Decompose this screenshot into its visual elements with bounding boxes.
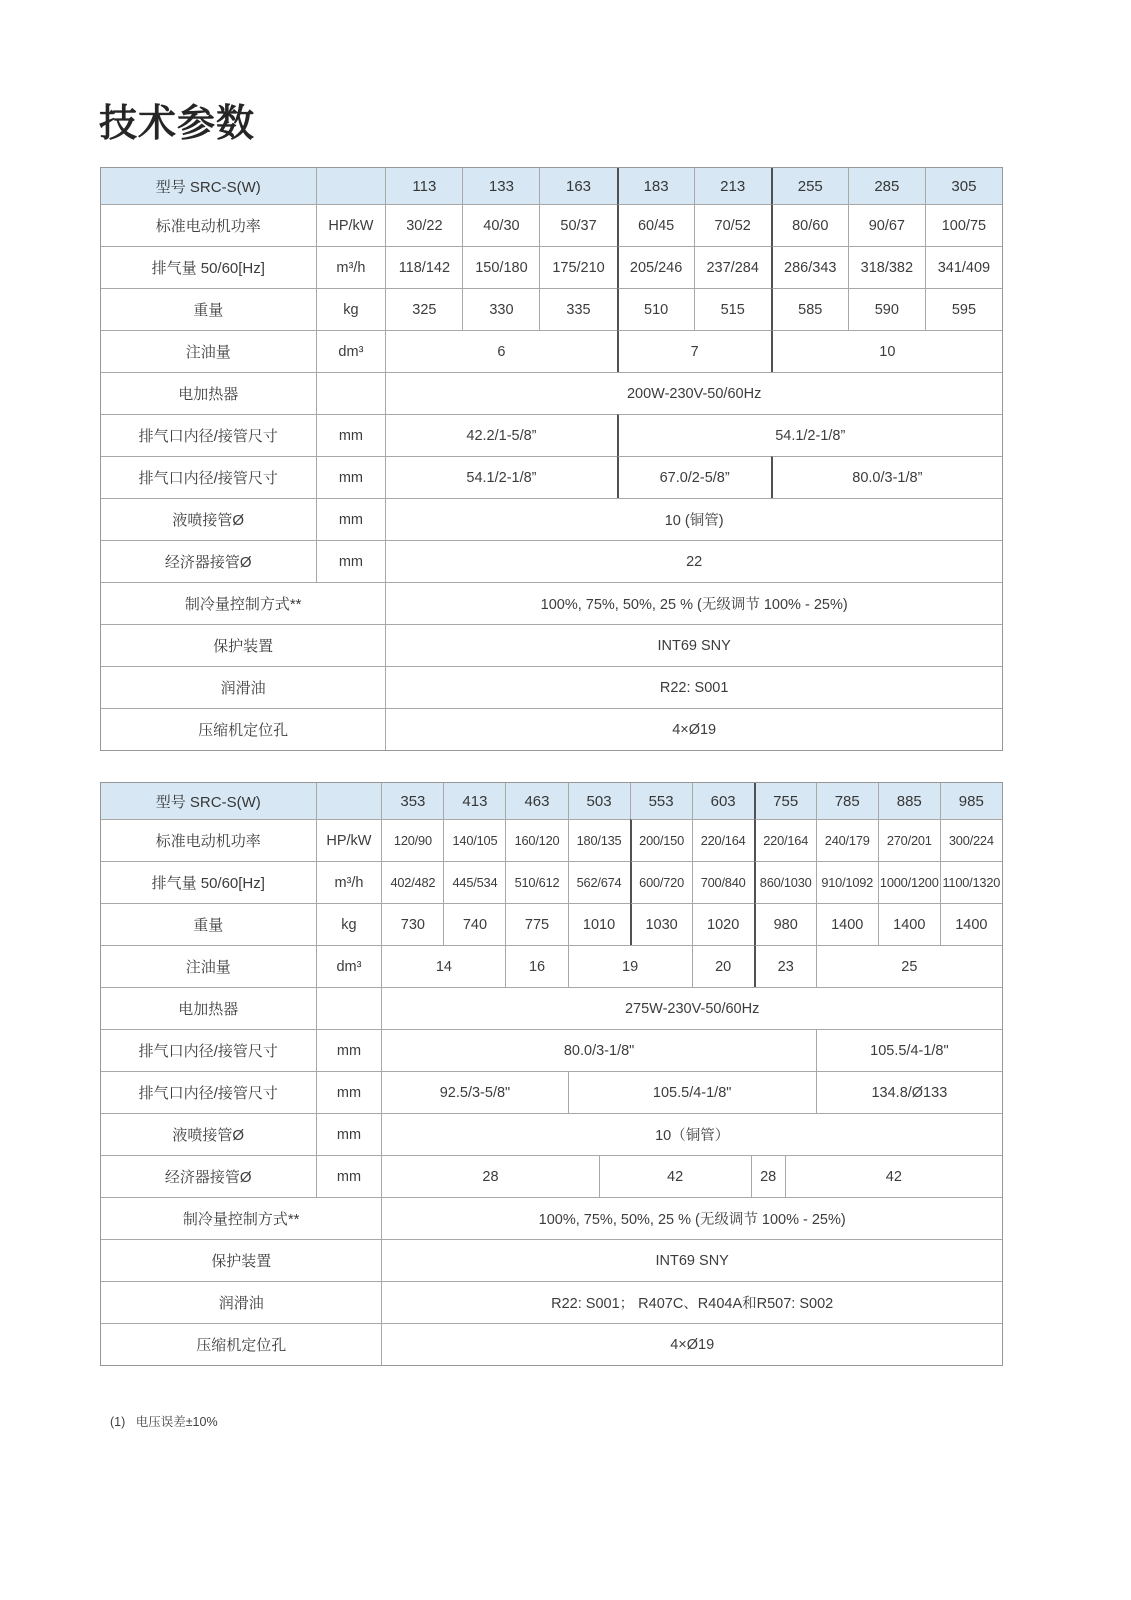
spec-value-cell: 1020 [692, 903, 754, 945]
row-label-cell: 制冷量控制方式** [101, 582, 385, 624]
spec-value-cell: 70/52 [694, 204, 771, 246]
row-unit-cell: mm [316, 1113, 382, 1155]
spec-row [101, 1281, 1002, 1323]
spec-value-cell: INT69 SNY [381, 1239, 1002, 1281]
spec-value-cell: 22 [385, 540, 1002, 582]
model-number-cell: 285 [848, 168, 925, 204]
row-label-cell: 排气量 50/60[Hz] [101, 246, 316, 288]
row-label-cell: 保护装置 [101, 624, 385, 666]
row-label-cell: 经济器接管Ø [101, 540, 316, 582]
spec-value-cell: 10 (铜管) [385, 498, 1002, 540]
spec-value-cell: R22: S001 [385, 666, 1002, 708]
row-label-cell: 润滑油 [101, 1281, 381, 1323]
spec-row [101, 945, 1002, 987]
spec-value-cell: 775 [505, 903, 567, 945]
spec-value-cell: 60/45 [617, 204, 694, 246]
table-header-row [101, 168, 1002, 204]
spec-row [101, 987, 1002, 1029]
spec-value-cell: 105.5/4-1/8" [816, 1029, 1002, 1071]
spec-value-cell: 67.0/2-5/8” [617, 456, 771, 498]
spec-row [101, 456, 1002, 498]
spec-value-cell: 700/840 [692, 861, 754, 903]
spec-value-cell: 140/105 [443, 819, 505, 861]
table-header-row [101, 783, 1002, 819]
model-number-cell: 113 [385, 168, 462, 204]
row-unit-cell: dm³ [316, 945, 382, 987]
spec-value-cell: 600/720 [630, 861, 692, 903]
spec-value-cell: 150/180 [462, 246, 539, 288]
model-series-label: 型号 SRC-S(W) [155, 178, 261, 196]
row-label-cell: 排气口内径/接管尺寸 [101, 1029, 316, 1071]
spec-value-cell: 54.1/2-1/8” [385, 456, 616, 498]
row-label-cell: 标准电动机功率 [101, 819, 316, 861]
spec-value-cell: 1030 [630, 903, 692, 945]
spec-value-cell: 180/135 [568, 819, 630, 861]
model-number-cell: 183 [617, 168, 694, 204]
spec-value-cell: 28 [751, 1155, 785, 1197]
row-label-cell: 电加热器 [101, 987, 316, 1029]
spec-row [101, 1323, 1002, 1365]
spec-value-cell: 510 [617, 288, 694, 330]
model-number-cell: 755 [754, 783, 816, 819]
spec-value-cell: 4×Ø19 [385, 708, 1002, 750]
spec-value-cell: 7 [617, 330, 771, 372]
row-label-cell: 压缩机定位孔 [101, 1323, 381, 1365]
spec-value-cell: 100%, 75%, 50%, 25 % (无级调节 100% - 25%) [381, 1197, 1002, 1239]
spec-value-cell: 80/60 [771, 204, 848, 246]
spec-value-cell: 80.0/3-1/8" [381, 1029, 815, 1071]
spec-value-cell: 300/224 [940, 819, 1002, 861]
model-number-cell: 463 [505, 783, 567, 819]
spec-value-cell: 402/482 [381, 861, 443, 903]
spec-value-cell: 120/90 [381, 819, 443, 861]
spec-value-cell: 335 [539, 288, 616, 330]
model-number-cell: 213 [694, 168, 771, 204]
spec-value-cell: 220/164 [754, 819, 816, 861]
spec-value-cell: 510/612 [505, 861, 567, 903]
spec-row [101, 1155, 1002, 1197]
spec-value-cell: 105.5/4-1/8" [568, 1071, 816, 1113]
spec-value-cell: 860/1030 [754, 861, 816, 903]
spec-row [101, 582, 1002, 624]
spec-value-cell: 318/382 [848, 246, 925, 288]
row-label-cell: 压缩机定位孔 [101, 708, 385, 750]
model-number-cell: 413 [443, 783, 505, 819]
spec-row [101, 861, 1002, 903]
row-unit-cell: m³/h [316, 861, 382, 903]
spec-row [101, 903, 1002, 945]
model-number-cell: 503 [568, 783, 630, 819]
spec-row [101, 540, 1002, 582]
spec-value-cell: 341/409 [925, 246, 1002, 288]
row-label-cell: 标准电动机功率 [101, 204, 316, 246]
spec-value-cell: 980 [754, 903, 816, 945]
row-label-cell: 排气口内径/接管尺寸 [101, 414, 316, 456]
spec-value-cell: 42 [785, 1155, 1002, 1197]
spec-value-cell: 92.5/3-5/8" [381, 1071, 567, 1113]
row-unit-cell: mm [316, 540, 386, 582]
row-unit-cell [316, 372, 386, 414]
row-label-cell: 润滑油 [101, 666, 385, 708]
spec-value-cell: 1400 [816, 903, 878, 945]
spec-value-cell: 10（铜管） [381, 1113, 1002, 1155]
spec-table-2 [100, 782, 1003, 1366]
spec-value-cell: 240/179 [816, 819, 878, 861]
model-number-cell: 255 [771, 168, 848, 204]
row-label-cell: 重量 [101, 903, 316, 945]
row-label-cell: 排气量 50/60[Hz] [101, 861, 316, 903]
spec-value-cell: 585 [771, 288, 848, 330]
row-label-cell: 制冷量控制方式** [101, 1197, 381, 1239]
spec-value-cell: 100%, 75%, 50%, 25 % (无级调节 100% - 25%) [385, 582, 1002, 624]
spec-value-cell: 1100/1320 [940, 861, 1002, 903]
spec-value-cell: 200W-230V-50/60Hz [385, 372, 1002, 414]
model-number-cell: 305 [925, 168, 1002, 204]
spec-row [101, 246, 1002, 288]
model-number-cell: 133 [462, 168, 539, 204]
spec-value-cell: 590 [848, 288, 925, 330]
row-unit-cell: HP/kW [316, 204, 386, 246]
model-number-cell: 353 [381, 783, 443, 819]
spec-value-cell: 330 [462, 288, 539, 330]
spec-row [101, 1239, 1002, 1281]
spec-value-cell: 90/67 [848, 204, 925, 246]
spec-value-cell: 1010 [568, 903, 630, 945]
spec-row [101, 624, 1002, 666]
spec-value-cell: 160/120 [505, 819, 567, 861]
model-number-cell: 985 [940, 783, 1002, 819]
spec-value-cell: 30/22 [385, 204, 462, 246]
row-unit-cell: mm [316, 1071, 382, 1113]
spec-value-cell: 175/210 [539, 246, 616, 288]
spec-value-cell: 42 [599, 1155, 751, 1197]
spec-row [101, 708, 1002, 750]
row-label-cell: 注油量 [101, 945, 316, 987]
spec-row [101, 1029, 1002, 1071]
row-label-cell: 液喷接管Ø [101, 498, 316, 540]
model-number-cell: 163 [539, 168, 616, 204]
row-unit-cell: kg [316, 288, 386, 330]
spec-table-1 [100, 167, 1003, 751]
spec-row [101, 819, 1002, 861]
spec-row [101, 288, 1002, 330]
spec-value-cell: 19 [568, 945, 692, 987]
model-number-cell: 603 [692, 783, 754, 819]
spec-value-cell: 4×Ø19 [381, 1323, 1002, 1365]
spec-value-cell: 220/164 [692, 819, 754, 861]
spec-value-cell: 325 [385, 288, 462, 330]
spec-value-cell: 16 [505, 945, 567, 987]
spec-value-cell: 1400 [878, 903, 940, 945]
footnote: (1) 电压误差±10% [110, 1415, 218, 1429]
spec-value-cell: 80.0/3-1/8” [771, 456, 1002, 498]
model-number-cell: 885 [878, 783, 940, 819]
row-unit-cell [316, 987, 382, 1029]
spec-value-cell: 445/534 [443, 861, 505, 903]
row-label-cell: 经济器接管Ø [101, 1155, 316, 1197]
spec-value-cell: 42.2/1-5/8” [385, 414, 616, 456]
spec-value-cell: 730 [381, 903, 443, 945]
spec-value-cell: INT69 SNY [385, 624, 1002, 666]
spec-row [101, 1113, 1002, 1155]
spec-value-cell: 270/201 [878, 819, 940, 861]
row-unit-cell: mm [316, 414, 386, 456]
unit-column-header [316, 168, 386, 204]
model-number-cell: 553 [630, 783, 692, 819]
spec-value-cell: 562/674 [568, 861, 630, 903]
spec-value-cell: 205/246 [617, 246, 694, 288]
row-unit-cell: mm [316, 1029, 382, 1071]
spec-value-cell: 134.8/Ø133 [816, 1071, 1002, 1113]
spec-row [101, 372, 1002, 414]
spec-row [101, 1071, 1002, 1113]
spec-value-cell: 275W-230V-50/60Hz [381, 987, 1002, 1029]
spec-value-cell: 54.1/2-1/8” [617, 414, 1002, 456]
spec-value-cell: 286/343 [771, 246, 848, 288]
spec-value-cell: 28 [381, 1155, 598, 1197]
row-unit-cell: dm³ [316, 330, 386, 372]
spec-value-cell: 1400 [940, 903, 1002, 945]
unit-column-header [316, 783, 382, 819]
row-unit-cell: m³/h [316, 246, 386, 288]
spec-row [101, 204, 1002, 246]
spec-row [101, 666, 1002, 708]
spec-value-cell: 910/1092 [816, 861, 878, 903]
model-number-cell: 785 [816, 783, 878, 819]
row-label-cell: 液喷接管Ø [101, 1113, 316, 1155]
row-label-cell: 排气口内径/接管尺寸 [101, 456, 316, 498]
spec-row [101, 330, 1002, 372]
row-label-cell: 排气口内径/接管尺寸 [101, 1071, 316, 1113]
spec-value-cell: 10 [771, 330, 1002, 372]
row-unit-cell: mm [316, 498, 386, 540]
spec-value-cell: 6 [385, 330, 616, 372]
spec-row [101, 414, 1002, 456]
spec-value-cell: 595 [925, 288, 1002, 330]
spec-value-cell: 237/284 [694, 246, 771, 288]
spec-row [101, 1197, 1002, 1239]
spec-value-cell: 50/37 [539, 204, 616, 246]
spec-value-cell: 14 [381, 945, 505, 987]
spec-value-cell: 1000/1200 [878, 861, 940, 903]
spec-value-cell: 40/30 [462, 204, 539, 246]
spec-value-cell: 23 [754, 945, 816, 987]
spec-value-cell: 118/142 [385, 246, 462, 288]
model-series-label: 型号 SRC-S(W) [155, 793, 261, 811]
spec-value-cell: 200/150 [630, 819, 692, 861]
row-unit-cell: mm [316, 456, 386, 498]
row-label-cell: 电加热器 [101, 372, 316, 414]
row-unit-cell: kg [316, 903, 382, 945]
row-unit-cell: HP/kW [316, 819, 382, 861]
spec-value-cell: R22: S001； R407C、R404A和R507: S002 [381, 1281, 1002, 1323]
spec-value-cell: 20 [692, 945, 754, 987]
page-title: 技术参数 [99, 103, 256, 145]
spec-value-cell: 100/75 [925, 204, 1002, 246]
row-unit-cell: mm [316, 1155, 382, 1197]
spec-value-cell: 740 [443, 903, 505, 945]
row-label-cell: 保护装置 [101, 1239, 381, 1281]
spec-row [101, 498, 1002, 540]
row-label-cell: 重量 [101, 288, 316, 330]
spec-value-cell: 515 [694, 288, 771, 330]
row-label-cell: 注油量 [101, 330, 316, 372]
spec-value-cell: 25 [816, 945, 1002, 987]
